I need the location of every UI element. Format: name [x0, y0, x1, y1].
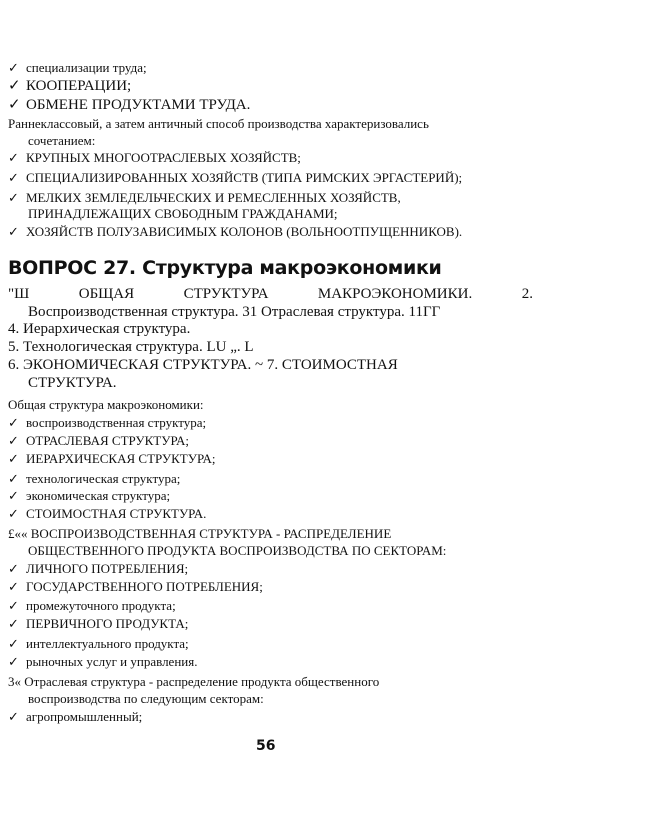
check-icon: ✓ — [8, 224, 19, 239]
section-heading: ВОПРОС 27. Структура макроэкономики — [8, 257, 442, 279]
check-icon: ✓ — [8, 709, 19, 724]
list-item: ✓ ИЕРАРХИЧЕСКАЯ СТРУКТУРА; — [8, 451, 216, 466]
check-icon: ✓ — [8, 506, 19, 521]
paragraph-line: £«« ВОСПРОИЗВОДСТВЕННАЯ СТРУКТУРА - РАСПРЕДЕЛЕНИЕ — [8, 526, 392, 541]
outline-row: 5. Технологическая структура. LU „. L — [8, 339, 254, 355]
check-icon: ✓ — [8, 190, 19, 205]
paragraph-line: Общая структура макроэкономики: — [8, 397, 204, 412]
list-item: ✓ промежуточного продукта; — [8, 598, 176, 613]
list-item: ✓ МЕЛКИХ ЗЕМЛЕДЕЛЬЧЕСКИХ И РЕМЕСЛЕННЫХ ХОЗЯЙСТВ, — [8, 190, 401, 205]
list-item-continuation: ПРИНАДЛЕЖАЩИХ СВОБОДНЫМ ГРАЖДАНАМИ; — [28, 206, 338, 221]
outline-row: СТРУКТУРА. — [28, 375, 117, 391]
check-icon: ✓ — [8, 415, 19, 430]
list-item: ✓ СПЕЦИАЛИЗИРОВАННЫХ ХОЗЯЙСТВ (ТИПА РИМСКИХ ЭРГАСТЕРИЙ); — [8, 170, 463, 185]
list-item: ✓ воспроизводственная структура; — [8, 415, 207, 430]
list-item: ✓ ГОСУДАРСТВЕННОГО ПОТРЕБЛЕНИЯ; — [8, 579, 263, 594]
check-icon: ✓ — [8, 488, 19, 503]
list-item: ✓ ПЕРВИЧНОГО ПРОДУКТА; — [8, 616, 189, 631]
check-icon: ✓ — [8, 150, 19, 165]
paragraph-line: ОБЩЕСТВЕННОГО ПРОДУКТА ВОСПРОИЗВОДСТВА ПО СЕКТОРАМ: — [28, 543, 447, 558]
check-icon: ✓ — [8, 471, 19, 486]
page-number: 56 — [256, 738, 276, 754]
list-item: ✓ КРУПНЫХ МНОГООТРАСЛЕВЫХ ХОЗЯЙСТВ; — [8, 150, 301, 165]
paragraph-line: 3« Отраслевая структура - распределение продукта общественного — [8, 674, 380, 689]
list-item: ✓ ОТРАСЛЕВАЯ СТРУКТУРА; — [8, 433, 190, 448]
list-item: ✓ технологическая структура; — [8, 471, 181, 486]
check-icon: ✓ — [8, 170, 19, 185]
check-icon: ✓ — [8, 636, 19, 651]
list-item: ✓ интеллектуального продукта; — [8, 636, 189, 651]
check-icon: ✓ — [8, 97, 21, 113]
check-icon: ✓ — [8, 598, 19, 613]
paragraph-line: воспроизводства по следующим секторам: — [28, 691, 264, 706]
outline-row: 4. Иерархическая структура. — [8, 321, 191, 337]
list-item: ✓ ЛИЧНОГО ПОТРЕБЛЕНИЯ; — [8, 561, 189, 576]
check-icon: ✓ — [8, 616, 19, 631]
check-icon: ✓ — [8, 654, 19, 669]
check-icon: ✓ — [8, 78, 21, 94]
list-item: ✓ ОБМЕНЕ ПРОДУКТАМИ ТРУДА. — [8, 97, 251, 113]
outline-row: 6. ЭКОНОМИЧЕСКАЯ СТРУКТУРА. ~ 7. СТОИМОСТНАЯ — [8, 357, 398, 373]
list-item: ✓ рыночных услуг и управления. — [8, 654, 198, 669]
list-item: ✓ ХОЗЯЙСТВ ПОЛУЗАВИСИМЫХ КОЛОНОВ (ВОЛЬНООТПУЩЕННИКОВ). — [8, 224, 463, 239]
outline-row: Воспроизводственная структура. 31 Отраслевая структура. 11ГГ — [28, 304, 441, 320]
list-item: ✓ экономическая структура; — [8, 488, 171, 503]
paragraph-line: Раннеклассовый, а затем античный способ производства характеризовались — [8, 116, 429, 131]
check-icon: ✓ — [8, 451, 19, 466]
check-icon: ✓ — [8, 561, 19, 576]
list-item: ✓ КООПЕРАЦИИ; — [8, 78, 132, 94]
outline-row: "Ш ОБЩАЯ СТРУКТУРА МАКРОЭКОНОМИКИ. 2. — [8, 286, 533, 302]
paragraph-line: сочетанием: — [28, 133, 96, 148]
check-icon: ✓ — [8, 60, 19, 75]
list-item: ✓ агропромышленный; — [8, 709, 143, 724]
list-item: ✓ специализации труда; — [8, 60, 147, 75]
list-item: ✓ СТОИМОСТНАЯ СТРУКТУРА. — [8, 506, 207, 521]
check-icon: ✓ — [8, 433, 19, 448]
check-icon: ✓ — [8, 579, 19, 594]
